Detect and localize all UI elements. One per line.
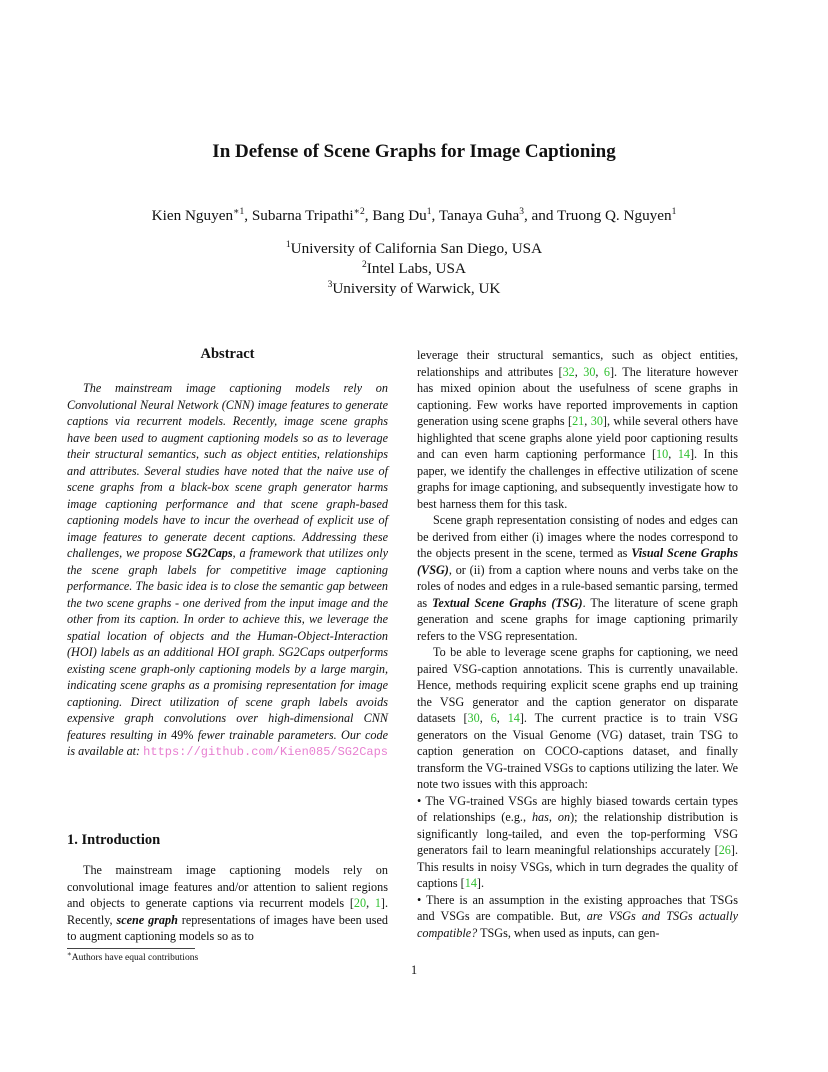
citation-link[interactable]: 14: [464, 876, 477, 890]
citation-link[interactable]: 14: [507, 711, 520, 725]
affiliation-name: University of California San Diego, USA: [290, 240, 543, 257]
intro-heading: 1. Introduction: [67, 832, 161, 848]
affiliation-sup: 2: [362, 260, 367, 270]
sg2caps-name: SG2Caps: [185, 546, 233, 560]
abstract-body: [67, 380, 388, 761]
citation-link[interactable]: 14: [677, 447, 690, 461]
author-sup: ∗1: [233, 207, 245, 217]
affiliation-name: Intel Labs, USA: [366, 260, 466, 277]
affiliation-sup: 1: [285, 240, 291, 250]
citation-link[interactable]: 1: [374, 896, 381, 910]
affiliation: [0, 260, 828, 278]
citation-link[interactable]: 26: [718, 843, 731, 857]
right-paragraph: To be able to leverage scene graphs for captioning, we need paired VSG-caption annotations. This is currently unavailable. Hence, methods requiring explicit scene graphs end up training the VSG generator and the caption generator on disparate datasets [30, 6, 14]. The current practice is to train VSG generators on the Visual Genome (VG) dataset, train TSG to caption generation on COCO-captions dataset, and finally transform the VG-trained VSGs to captions utilizing the later. We note two issues with this approach:: [417, 645, 739, 791]
author-sup: 1: [426, 207, 432, 217]
intro-paragraph: The mainstream image captioning models rely on convolutional image features and/or attention to salient regions and objects to generate captions via recurrent models [20, 1]. Recently, scene graph representations of images have been used to augment captioning models so as to: [67, 863, 389, 943]
vsg-term: Visual Scene Graphs (VSG): [417, 546, 738, 577]
compatibility-question: are VSGs and TSGs actually compatible?: [417, 909, 738, 940]
author-name: and Truong Q. Nguyen: [531, 207, 672, 224]
author-name: Bang Du: [372, 207, 427, 224]
bullet-item: • There is an assumption in the existing approaches that TSGs and VSGs are compatible. But, are VSGs and TSGs actually compatible? TSGs, when used as inputs, can gen-: [417, 892, 738, 940]
author-sup: 1: [671, 207, 677, 217]
affiliation: [0, 280, 828, 298]
footnote: [67, 950, 199, 963]
scene-graph-term: scene graph: [116, 912, 178, 927]
author-name: Tanaya Guha: [438, 207, 520, 224]
citation-link[interactable]: 21: [572, 414, 585, 428]
citation-link[interactable]: 30: [590, 414, 603, 428]
citation-link[interactable]: 20: [353, 896, 367, 910]
affiliation-sup: 3: [327, 280, 333, 290]
citation-link[interactable]: 10: [656, 447, 669, 461]
tsg-term: Textual Scene Graphs (TSG): [432, 595, 583, 610]
author-list: Kien Nguyen$^{∗1}$, Subarna Tripathi$^{∗2}$, Bang Du$^1$, Tanaya Guha$^3$, and Truong Q. Nguyen$^1$: [151, 207, 677, 224]
page-number: 1: [410, 963, 418, 977]
citation-link[interactable]: 6: [603, 364, 610, 379]
paper-title: In Defense of Scene Graphs for Image Captioning: [212, 141, 616, 162]
right-paragraph: Scene graph representation consisting of nodes and edges can be derived from either (i) images where the nodes correspond to the objects present in the scene, termed as Visual Scene Graphs (VSG), or (ii) from a caption where nouns and verbs take on the roles of nodes and edges in a rule-based semantic parsing, termed as Textual Scene Graphs (TSG). The literature of scene graph generation and scene graphs for image captioning primarily refers to the VSG representation.: [417, 513, 738, 643]
citation-link[interactable]: 6: [490, 711, 497, 725]
author-name: Kien Nguyen: [151, 207, 234, 224]
right-column: [417, 347, 738, 941]
relation-examples: has, on: [531, 810, 571, 824]
footnote-text: Authors have equal contributions: [71, 953, 199, 963]
citation-link[interactable]: 30: [467, 711, 480, 725]
footnote-sup: ∗: [67, 950, 72, 958]
author-sup: 3: [519, 207, 524, 217]
abstract-paragraph: The mainstream image captioning models rely on Convolutional Neural Network (CNN) image features to generate captions via recurrent models. Recently, image scene graphs have been used to augment captioning models so as to leverage their structural semantics, such as object entities, relationships and attributes. Several studies have noted that the naive use of scene graphs from a black-box scene graph generator harms image captioning performance and that scene graph-based captioning models have to incur the overhead of explicit use of image features to generate decent captions. Addressing these challenges, we propose SG2Caps, a framework that utilizes only the scene graph labels for competitive image captioning performance. The basic idea is to close the semantic gap between the two scene graphs - one derived from the input image and the other from its caption. In order to achieve this, we leverage the spatial location of objects and the Human-Object-Interaction (HOI) labels as an additional HOI graph. SG2Caps outperforms existing scene graph-only captioning models by a large margin, indicating scene graphs as a promising representation for image captioning. Direct utilization of scene graph labels avoids expensive graph convolutions over high-dimensional CNN features resulting in 49% fewer trainable parameters. Our code is available at: https://github.com/Kien085/SG2Caps: [67, 381, 389, 759]
bullet-item: • The VG-trained VSGs are highly biased towards certain types of relationships (e.g., has, on); the relationship distribution is significantly long-tailed, and even the top-performing VSG generators fail to learn meaningful relationships accurately [26]. This results in noisy VSGs, which in turn degrades the quality of captions [14].: [417, 793, 739, 890]
author-sup: ∗2: [353, 207, 365, 217]
abstract-heading: Abstract: [200, 346, 255, 362]
citation-link[interactable]: 30: [583, 364, 596, 379]
author-name: Subarna Tripathi: [251, 207, 354, 224]
affiliation: [0, 240, 828, 258]
footnote-rule: [67, 948, 195, 949]
affiliation-name: University of Warwick, UK: [332, 280, 501, 297]
intro-body: [67, 862, 388, 945]
code-link[interactable]: https://github.com/Kien085/SG2Caps: [143, 745, 389, 759]
citation-link[interactable]: 32: [562, 364, 575, 379]
right-paragraph: leverage their structural semantics, such as object entities, relationships and attributes [32, 30, 6]. The literature however has mixed opinion about the usefulness of scene graphs in captioning. Few works have reported improvements in caption generation using scene graphs [21, 30], while several others have highlighted that scene graphs alone yield poor captioning results and can even harm captioning performance [10, 14]. In this paper, we identify the challenges in effective utilization of scene graphs for image captioning, and subsequently investigate how to best harness them for this task.: [417, 348, 739, 511]
